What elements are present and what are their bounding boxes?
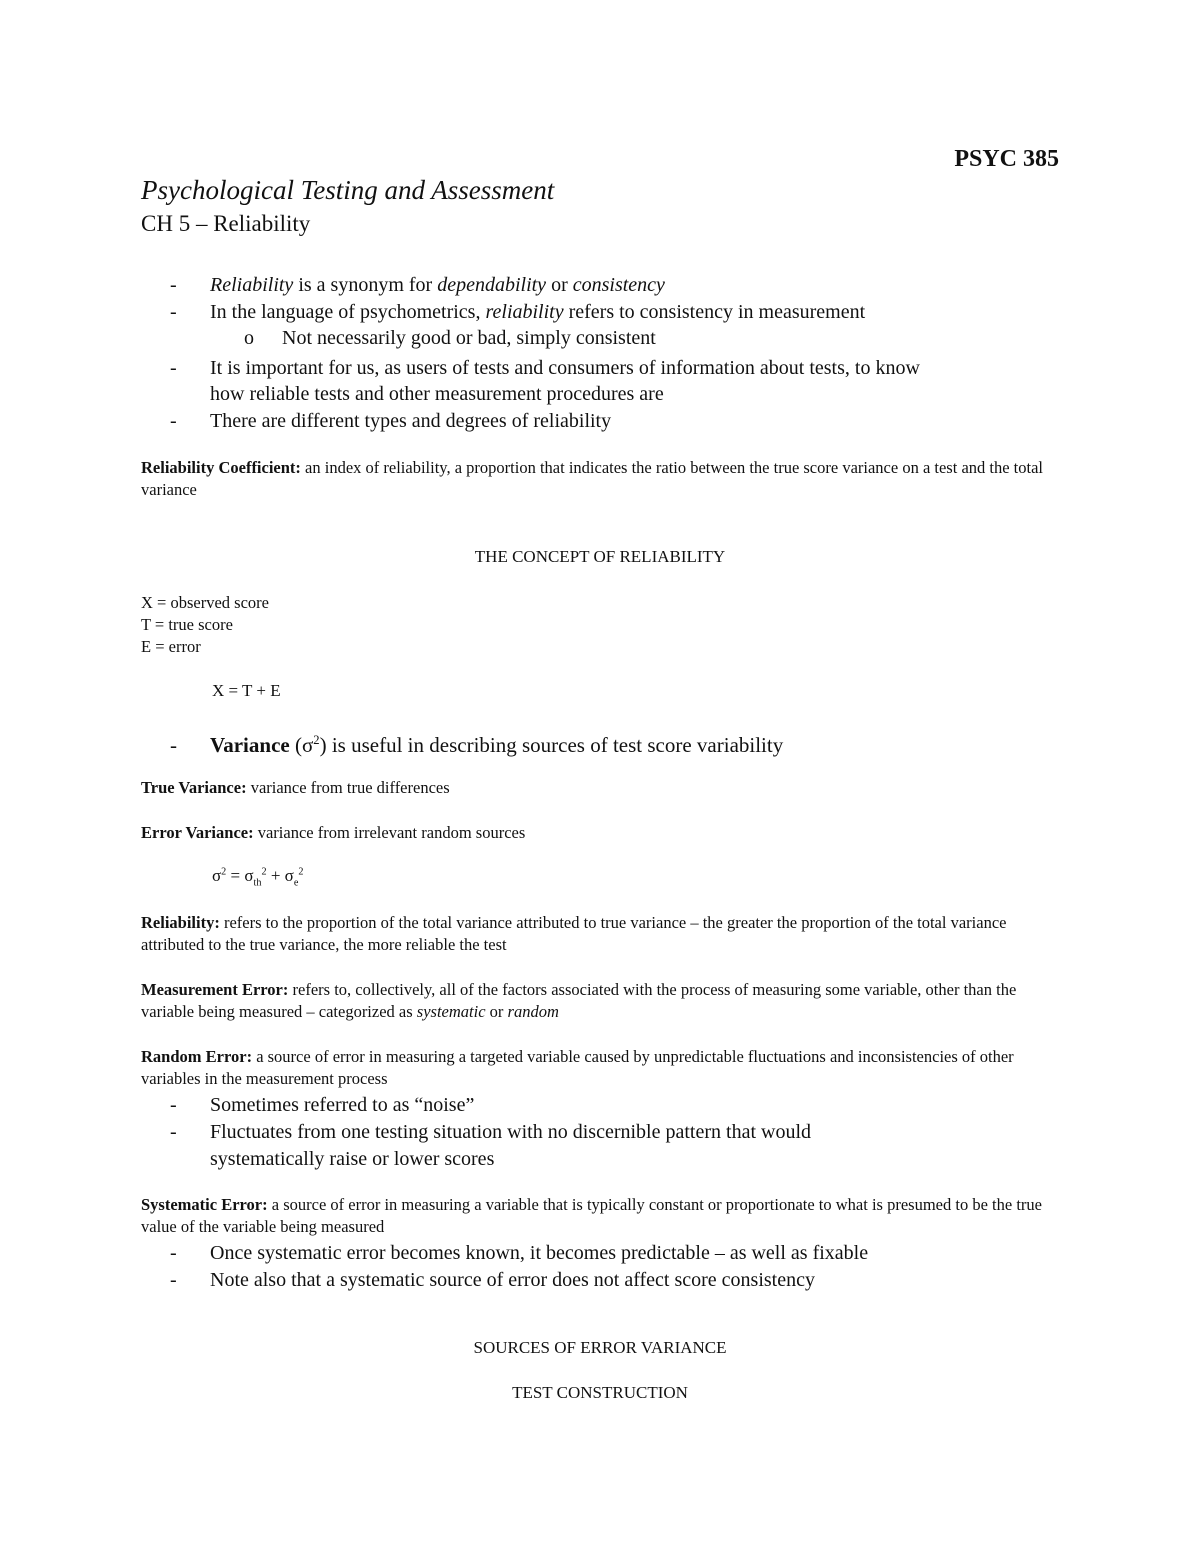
definition-term: Random Error: — [141, 1047, 253, 1066]
bullet-text: Sometimes referred to as “noise” — [210, 1094, 475, 1116]
definition-text: an index of reliability, a proportion that indicates the ratio between the true score variance on a test and the total variance — [141, 458, 1043, 499]
bullet-dash: - — [170, 1094, 177, 1116]
term-variance: Variance — [210, 733, 290, 757]
bullet-consistency — [170, 1267, 815, 1293]
term-dependability: dependability — [437, 274, 547, 296]
bullet-fluctuates — [170, 1119, 811, 1145]
bullet-text: is useful in describing sources of test score variability — [326, 733, 784, 757]
bullet-text: In the language of psychometrics, — [210, 301, 486, 323]
term-consistency: consistency — [572, 274, 665, 296]
definition-term: Error Variance: — [141, 823, 254, 842]
bullet-text: Note also that a systematic source of error does not affect score consistency — [210, 1269, 815, 1291]
section-heading-test-construction: TEST CONSTRUCTION — [512, 1383, 688, 1402]
bullet-types-degrees — [170, 408, 611, 434]
chapter-heading: CH 5 – Reliability — [141, 211, 311, 236]
definition-random-error — [141, 1046, 1061, 1090]
definition-t: T = true score — [141, 615, 233, 634]
course-code: PSYC 385 — [954, 146, 1059, 172]
bullet-text: It is important for us, as users of tests and consumers of information about tests, to know — [210, 357, 920, 379]
term-reliability: Reliability — [210, 274, 294, 296]
bullet-continuation: systematically raise or lower scores — [210, 1148, 495, 1170]
bullet-noise — [170, 1092, 474, 1118]
bullet-dash: - — [170, 1242, 177, 1264]
superscript: 2 — [298, 866, 304, 878]
bullet-text: refers to consistency in measurement — [563, 301, 866, 323]
subscript: th — [253, 877, 262, 889]
bullet-predictable — [170, 1240, 868, 1266]
definition-e: E = error — [141, 637, 201, 656]
bullet-continuation: how reliable tests and other measurement procedures are — [210, 383, 664, 405]
term-random: random — [507, 1002, 559, 1021]
bullet-text: There are different types and degrees of reliability — [210, 410, 612, 432]
bullet-text: Fluctuates from one testing situation with no discernible pattern that would — [210, 1121, 811, 1143]
definition-text: or — [485, 1002, 508, 1021]
sub-bullet-marker: o — [244, 327, 254, 349]
bullet-dash: - — [170, 1269, 177, 1291]
sigma-symbol: (σ — [289, 733, 314, 757]
bullet-dash: - — [170, 1121, 177, 1143]
definition-text: a source of error in measuring a targeted variable caused by unpredictable fluctuations and inconsistencies of other variables in the measurement process — [141, 1047, 1014, 1088]
bullet-text: or — [546, 274, 573, 296]
sub-bullet-text: Not necessarily good or bad, simply consistent — [282, 327, 656, 349]
superscript: 2 — [221, 866, 227, 878]
subscript: e — [293, 877, 299, 889]
definition-term: True Variance: — [141, 778, 247, 797]
definition-term: Reliability: — [141, 913, 220, 932]
definition-text: refers to, collectively, all of the factors associated with the process of measuring some variable, other than the variable being measured – categorized as — [141, 980, 1017, 1021]
definition-systematic-error — [141, 1194, 1061, 1238]
definition-text: a source of error in measuring a variable that is typically constant or proportionate to what is presumed to be the true value of the variable being measured — [141, 1195, 1042, 1236]
term-reliability: reliability — [485, 301, 564, 323]
formula-observed-score: X = T + E — [212, 681, 281, 700]
definition-term: Measurement Error: — [141, 980, 289, 999]
formula-variance — [212, 866, 303, 888]
definition-text: variance from irrelevant random sources — [253, 823, 526, 842]
definition-x: X = observed score — [141, 593, 269, 612]
definition-measurement-error — [141, 979, 1061, 1023]
bullet-dash: - — [170, 410, 177, 432]
definition-text: variance from true differences — [246, 778, 450, 797]
formula-text: = σ — [226, 866, 254, 885]
formula-text: + σ — [266, 866, 294, 885]
section-heading-concept: THE CONCEPT OF RELIABILITY — [474, 547, 726, 566]
definition-error-variance — [141, 822, 1061, 844]
definition-term: Reliability Coefficient: — [141, 458, 301, 477]
bullet-dash: - — [170, 733, 177, 757]
superscript: 2 — [313, 733, 320, 747]
bullet-text: is a synonym for — [293, 274, 438, 296]
bullet-dash: - — [170, 301, 177, 323]
term-systematic: systematic — [416, 1002, 486, 1021]
section-heading-sources: SOURCES OF ERROR VARIANCE — [473, 1338, 727, 1357]
bullet-dash: - — [170, 274, 177, 296]
sigma-symbol: σ — [212, 866, 222, 885]
definition-reliability — [141, 912, 1061, 956]
sub-bullet-not-good-or-bad — [244, 325, 656, 351]
definition-term: Systematic Error: — [141, 1195, 268, 1214]
definition-text: refers to the proportion of the total variance attributed to true variance – the greater the proportion of the total variance attributed to the true variance, the more reliable the test — [141, 913, 1007, 954]
bullet-text: Once systematic error becomes known, it becomes predictable – as well as fixable — [210, 1242, 869, 1264]
bullet-psychometrics — [170, 299, 865, 325]
superscript: 2 — [261, 866, 267, 878]
bullet-important-for-us — [170, 355, 920, 381]
bullet-reliability-synonym — [170, 272, 665, 298]
bullet-variance — [170, 727, 783, 758]
definition-true-variance — [141, 777, 1061, 799]
document-title: Psychological Testing and Assessment — [141, 175, 555, 205]
bracket-close: ) — [319, 733, 327, 757]
bullet-dash: - — [170, 357, 177, 379]
definition-reliability-coefficient — [141, 457, 1061, 501]
